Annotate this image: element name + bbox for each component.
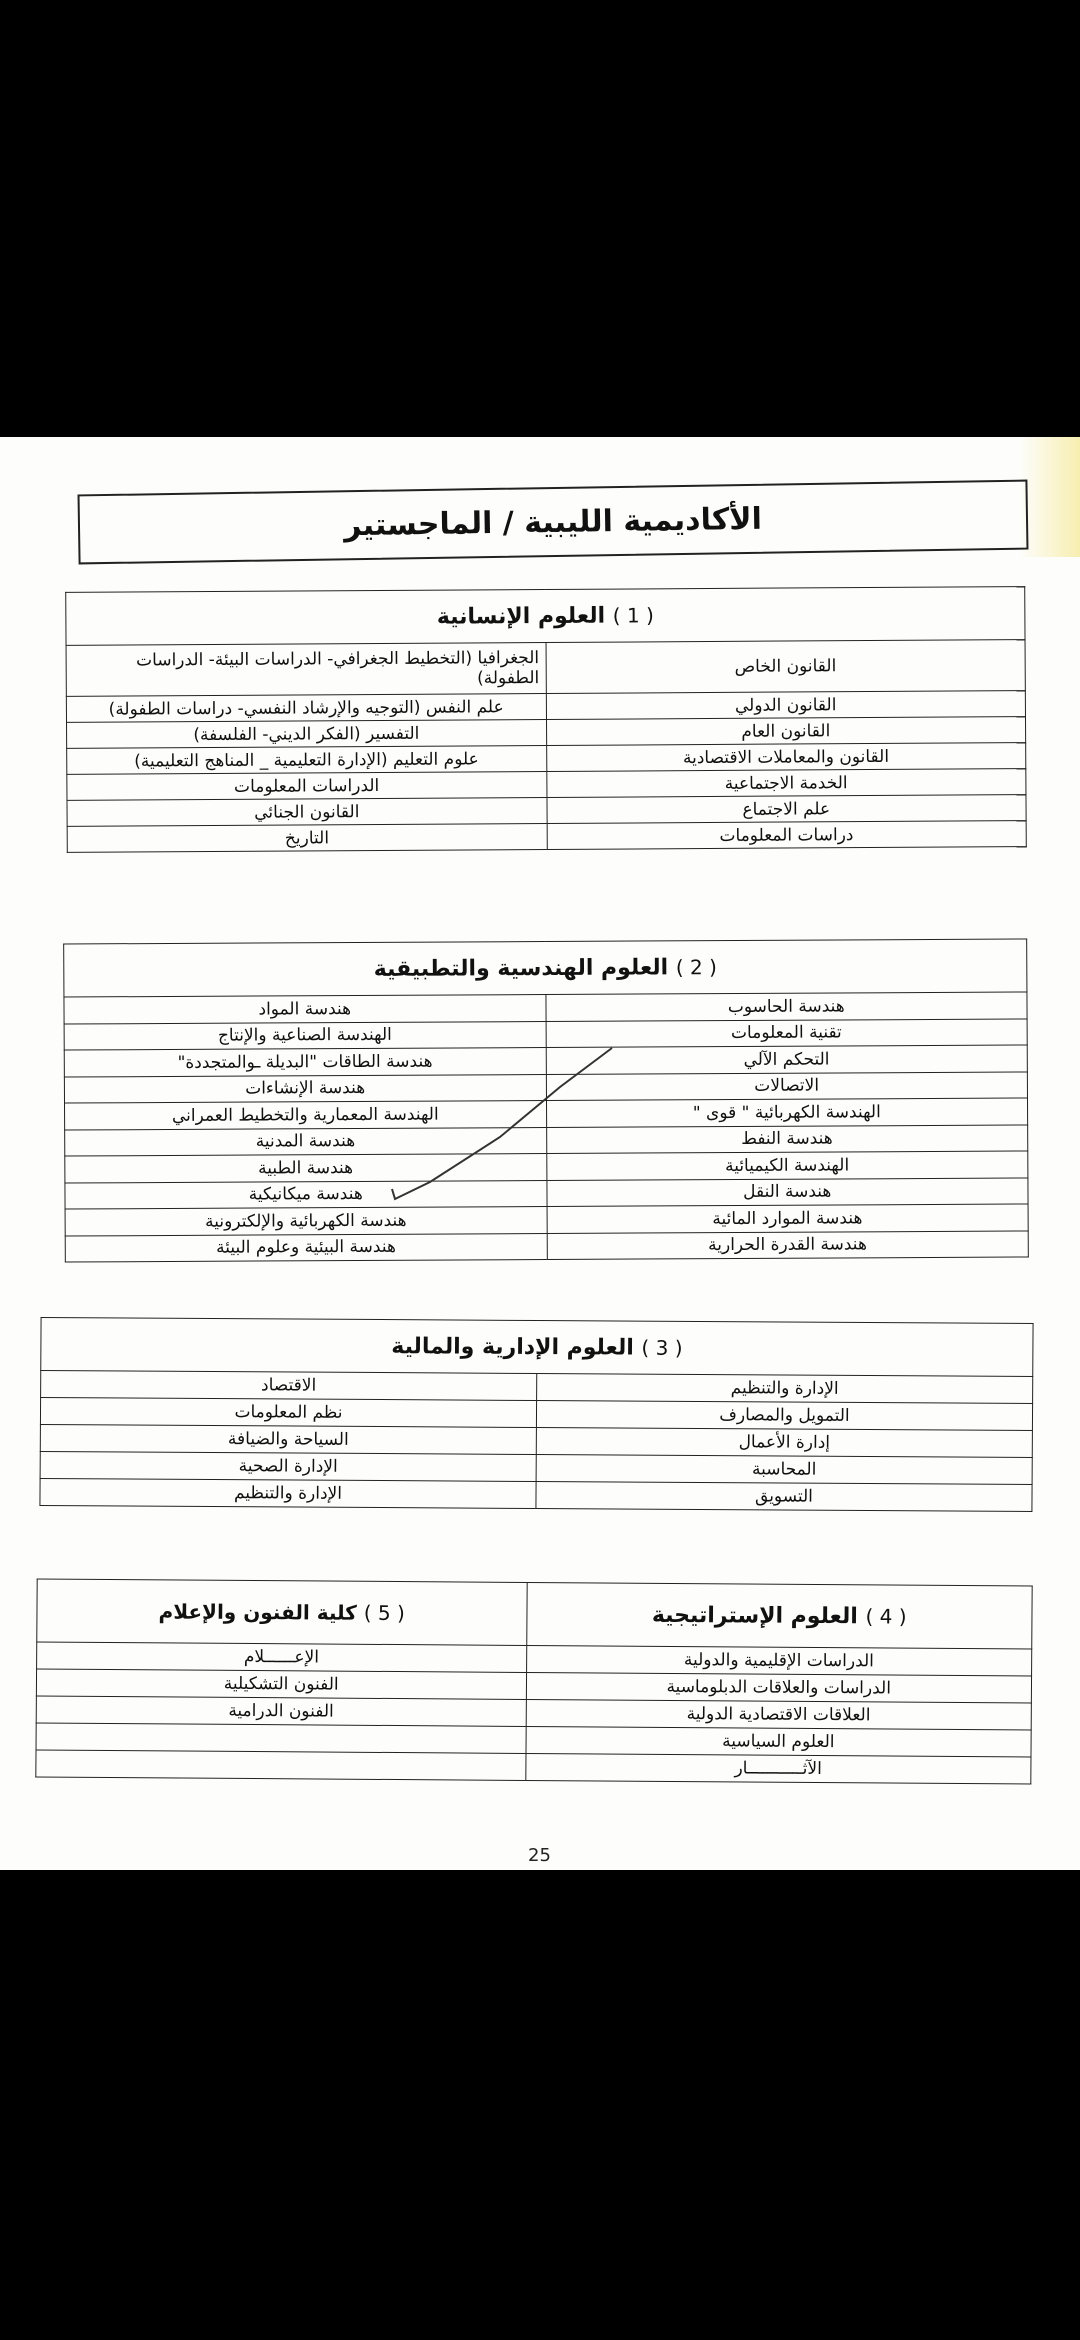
section-number: ( 2 ): [675, 954, 717, 979]
document-title-box: [78, 480, 1029, 565]
section-number: ( 5 ): [363, 1600, 405, 1626]
program-cell: الهندسة الكهربائية " قوى ": [546, 1098, 1028, 1127]
program-cell: الاتصالات: [546, 1071, 1028, 1100]
program-cell: هندسة الكهربائية والإلكترونية: [65, 1206, 547, 1235]
section-title: العلوم الهندسية والتطبيقية: [373, 954, 669, 982]
program-cell: القانون الدولي: [546, 691, 1026, 720]
humanities-header: [66, 587, 1025, 646]
program-cell: هندسة البيئية وعلوم البيئة: [65, 1233, 547, 1262]
program-cell: دراسات المعلومات: [547, 821, 1027, 850]
program-cell: هندسة المواد: [64, 995, 546, 1024]
section-number: ( 3 ): [641, 1335, 683, 1360]
arts-program-cell: [36, 1750, 526, 1780]
section-title: العلوم الإنسانية: [436, 603, 606, 630]
program-cell: القانون العام: [546, 717, 1026, 746]
engineering-header: [64, 939, 1027, 997]
document-title: الأكاديمية الليبية / الماجستير: [343, 501, 763, 543]
arts-program-cell: الفنون الدرامية: [36, 1696, 526, 1726]
program-cell: هندسة ميكانيكية: [65, 1180, 547, 1209]
arts-program-cell: الفنون التشكيلية: [36, 1669, 526, 1699]
program-cell: هندسة الموارد المائية: [547, 1204, 1029, 1233]
table-row: [40, 1478, 1032, 1511]
section-title: كلية الفنون والإعلام: [158, 1599, 357, 1625]
program-cell: هندسة الطبية: [65, 1153, 547, 1182]
program-cell: التحكم الآلي: [546, 1045, 1028, 1074]
section-title: العلوم الإستراتيجية: [651, 1602, 858, 1629]
program-cell: الإدارة والتنظيم: [537, 1374, 1033, 1404]
table-row: [66, 640, 1025, 697]
strategic-arts-table: [35, 1579, 1032, 1785]
engineering-table: [63, 938, 1029, 1262]
program-cell: علوم التعليم (الإدارة التعليمية _ المناهج التعليمية): [67, 745, 547, 774]
arts-program-cell: [36, 1723, 526, 1753]
strategic-header: [526, 1582, 1032, 1649]
program-cell: الهندسة الصناعية والإنتاج: [64, 1021, 546, 1050]
program-cell: علم الاجتماع: [546, 795, 1026, 824]
program-cell: هندسة الإنشاءات: [64, 1074, 546, 1103]
strategic-program-cell: الدراسات والعلاقات الدبلوماسية: [526, 1672, 1032, 1703]
program-cell: تقنية المعلومات: [546, 1018, 1028, 1047]
program-cell: المحاسبة: [536, 1454, 1032, 1484]
program-cell: الهندسة المعمارية والتخطيط العمراني: [65, 1101, 547, 1130]
program-cell: السياحة والضيافة: [40, 1424, 536, 1454]
section-number: ( 1 ): [612, 602, 654, 628]
scanned-page: [0, 437, 1080, 1870]
program-cell: الاقتصاد: [41, 1370, 537, 1400]
strategic-program-cell: العلوم السياسية: [526, 1726, 1032, 1757]
page-number: 25: [528, 1845, 551, 1866]
page-shadow: [1020, 437, 1080, 557]
management-header: [41, 1317, 1033, 1376]
strategic-program-cell: الدراسات الإقليمية والدولية: [526, 1645, 1032, 1676]
strategic-program-cell: الآثـــــــــــار: [525, 1753, 1031, 1784]
program-cell: التاريخ: [67, 823, 547, 852]
program-cell: التمويل والمصارف: [536, 1401, 1032, 1431]
program-cell: التسويق: [536, 1481, 1032, 1511]
program-cell: هندسة النقل: [546, 1177, 1028, 1206]
program-cell: التفسير (الفكر الديني- الفلسفة): [67, 720, 547, 749]
program-cell: الخدمة الاجتماعية: [546, 769, 1026, 798]
program-cell: إدارة الأعمال: [536, 1427, 1032, 1457]
humanities-table: [65, 586, 1027, 853]
table-row: [67, 821, 1026, 853]
table-row: [36, 1750, 1031, 1784]
program-cell: هندسة القدرة الحرارية: [547, 1230, 1029, 1259]
strategic-program-cell: العلاقات الاقتصادية الدولية: [526, 1699, 1032, 1730]
program-cell: هندسة المدنية: [65, 1127, 547, 1156]
program-cell: الهندسة الكيميائية: [546, 1151, 1028, 1180]
program-cell: علم النفس (التوجيه والإرشاد النفسي- دراسات الطفولة): [66, 694, 546, 723]
program-cell: الدراسات المعلومات: [67, 771, 547, 800]
program-cell: هندسة الحاسوب: [545, 992, 1027, 1021]
program-cell: هندسة النفط: [546, 1124, 1028, 1153]
program-cell: القانون الخاص: [546, 640, 1026, 694]
program-cell: نظم المعلومات: [40, 1397, 536, 1427]
program-cell: الإدارة الصحية: [40, 1451, 536, 1481]
program-cell: القانون والمعاملات الاقتصادية: [546, 743, 1026, 772]
program-cell: هندسة الطاقات "البديلة ـوالمتجددة": [64, 1048, 546, 1077]
section-number: ( 4 ): [865, 1603, 907, 1629]
program-cell: الإدارة والتنظيم: [40, 1478, 536, 1508]
program-cell: الجغرافيا (التخطيط الجغرافي- الدراسات البيئة- الدراسات الطفولة): [66, 643, 546, 697]
section-title: العلوم الإدارية والمالية: [391, 1333, 634, 1361]
arts-program-cell: الإعــــــلام: [37, 1642, 527, 1672]
table-row: [65, 1230, 1028, 1262]
management-table: [39, 1317, 1033, 1512]
program-cell: القانون الجنائي: [67, 797, 547, 826]
arts-header: [37, 1579, 527, 1645]
